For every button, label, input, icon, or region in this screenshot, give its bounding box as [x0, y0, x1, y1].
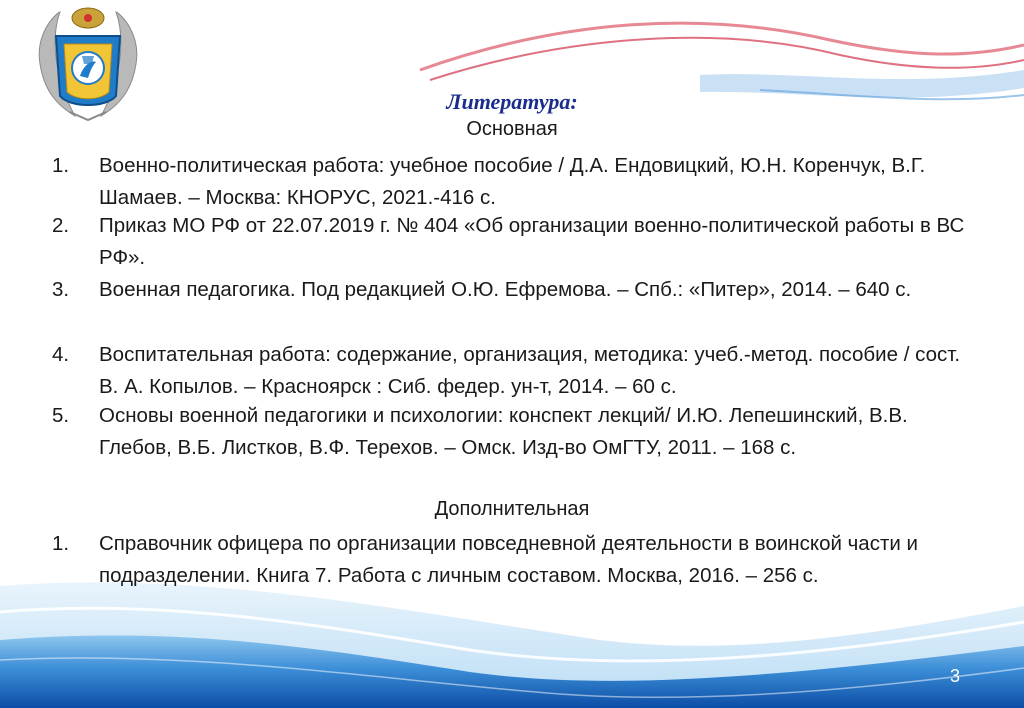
list-item-number: 3. [52, 278, 70, 301]
list-item-text: Военно-политическая работа: учебное пособие / Д.А. Ендовицкий, Ю.Н. Коренчук, В.Г. Шамаев. – Москва: КНОРУС, 2021.-416 с. [99, 154, 926, 209]
list-item-text: Воспитательная работа: содержание, организация, методика: учеб.-метод. пособие / сост. В. А. Копылов. – Красноярск : Сиб. федер. ун-т, 2014. – 60 с. [99, 343, 961, 398]
list-item [52, 528, 982, 592]
list-item-number: 2. [52, 214, 70, 237]
list-item-number: 1. [52, 154, 70, 177]
list-item-number: 1. [52, 532, 70, 555]
list-item-text: Военная педагогика. Под редакцией О.Ю. Ефремова. – Спб.: «Питер», 2014. – 640 с. [99, 278, 912, 301]
list-item-number: 4. [52, 343, 70, 366]
list-item [52, 210, 982, 274]
list-item [52, 339, 982, 403]
list-item-text: Основы военной педагогики и психологии: конспект лекций/ И.Ю. Лепешинский, В.В. Глебов, В.Б. Листков, В.Ф. Терехов. – Омск. Изд-во ОмГТУ, 2011. – 168 с. [99, 404, 908, 459]
page-number: 3 [950, 666, 961, 686]
section-heading-additional: Дополнительная [434, 498, 590, 520]
list-item [52, 274, 982, 306]
list-item-text: Приказ МО РФ от 22.07.2019 г. № 404 «Об организации военно-политической работы в ВС РФ». [99, 214, 965, 269]
list-item-number: 5. [52, 404, 70, 427]
list-item [52, 150, 982, 214]
page-title: Литература: [446, 89, 578, 114]
list-item [52, 400, 982, 464]
list-item-text: Справочник офицера по организации повседневной деятельности в воинской части и подразделении. Книга 7. Работа с личным составом. Москва, 2016. – 256 с. [99, 532, 918, 587]
section-heading-main: Основная [466, 118, 558, 140]
